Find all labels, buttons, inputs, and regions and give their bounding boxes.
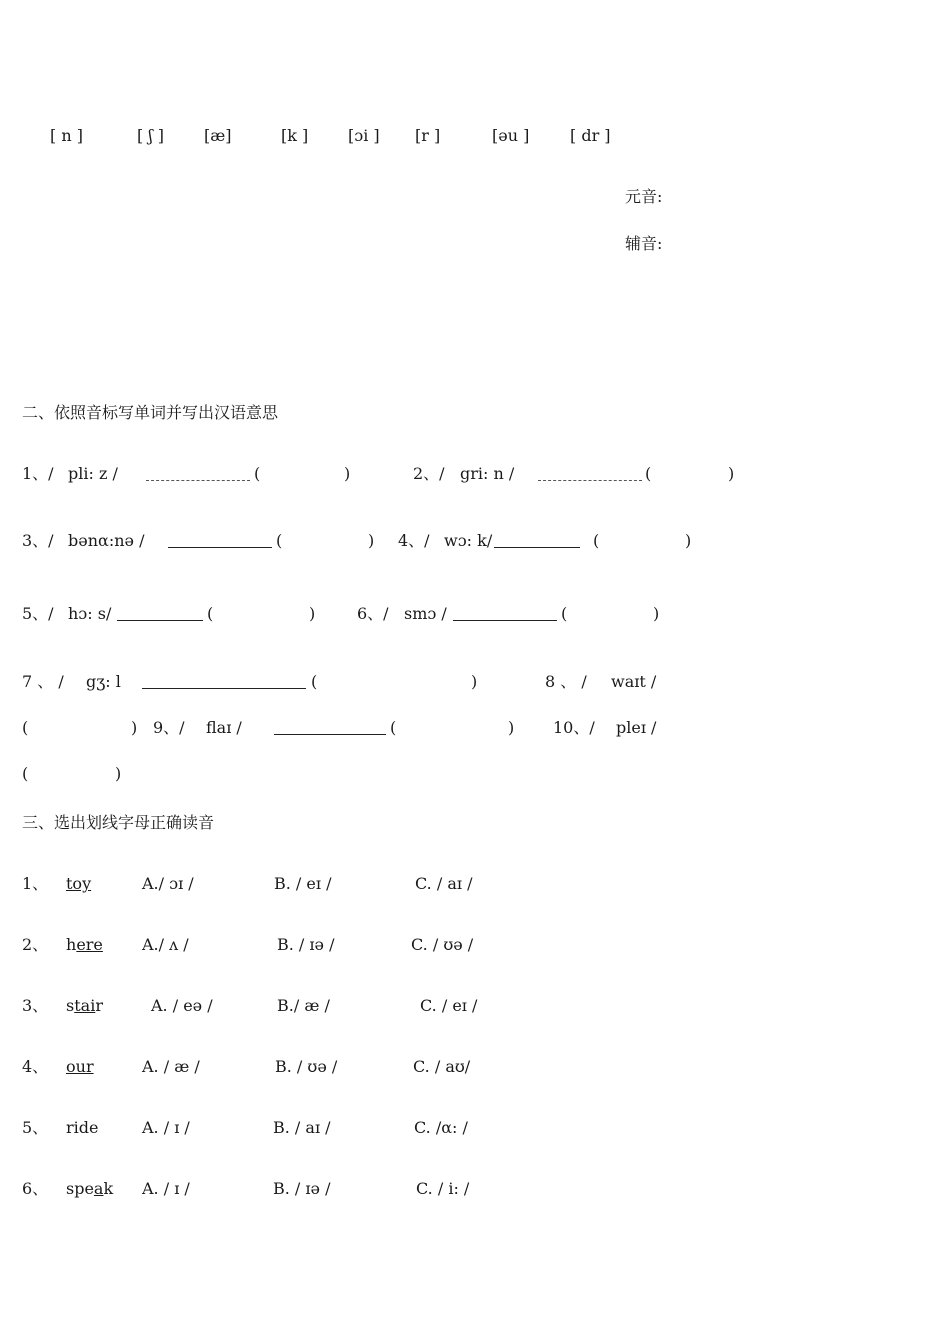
q5-word: ride — [66, 1118, 99, 1137]
item-1-num: 1、/ — [22, 464, 54, 483]
symbol-oi: [ɔi ] — [348, 126, 380, 145]
item-2-answer-line[interactable] — [538, 466, 642, 481]
q6-option-a[interactable]: A. / ɪ / — [142, 1179, 190, 1198]
item-6-paren-close: ) — [653, 604, 660, 623]
item-9-answer-line[interactable] — [274, 720, 386, 735]
q4-word — [66, 1057, 94, 1077]
item-4-paren-close: ) — [685, 531, 692, 550]
q1-option-a[interactable]: A./ ɔɪ / — [142, 874, 194, 893]
item-9-num: 9、/ — [153, 718, 185, 737]
q6-word: speak — [66, 1179, 114, 1198]
item-4-answer-line[interactable] — [494, 533, 580, 548]
item-9-ipa: flaɪ / — [206, 718, 242, 737]
q4-option-a[interactable]: A. / æ / — [142, 1057, 200, 1076]
q4-underlined: our — [66, 1057, 94, 1076]
section2-title: 二、依照音标写单词并写出汉语意思 — [22, 403, 279, 422]
item-2-paren-open: ( — [645, 464, 652, 483]
q2-option-c[interactable]: C. / ʊə / — [411, 935, 474, 954]
q4-option-b[interactable]: B. / ʊə / — [275, 1057, 338, 1076]
symbol-r: [r ] — [415, 126, 441, 145]
item-7-answer-line[interactable] — [142, 674, 306, 689]
item-8-paren-open: ( — [22, 718, 29, 737]
q3-option-c[interactable]: C. / eɪ / — [420, 996, 478, 1015]
item-6-answer-line[interactable] — [453, 606, 557, 621]
item-5-answer-line[interactable] — [117, 606, 203, 621]
item-2-paren-close: ) — [728, 464, 735, 483]
q6-underlined: a — [93, 1179, 104, 1198]
q3-underlined: tai — [74, 996, 96, 1015]
q6-num: 6、 — [22, 1179, 49, 1198]
q1-word — [66, 874, 91, 894]
item-2-ipa: gri: n / — [460, 464, 515, 483]
item-8-num: 8 、 / — [545, 672, 587, 691]
q2-word: here — [66, 935, 103, 954]
q3-word: stair — [66, 996, 103, 1015]
item-6-num: 6、/ — [357, 604, 389, 623]
item-9-paren-close: ) — [508, 718, 515, 737]
item-5-paren-close: ) — [309, 604, 316, 623]
item-5-num: 5、/ — [22, 604, 54, 623]
q2-option-b[interactable]: B. / ɪə / — [277, 935, 335, 954]
q4-num: 4、 — [22, 1057, 49, 1076]
item-10-paren-close: ) — [115, 764, 122, 783]
item-3-ipa: bənα:nə / — [68, 531, 145, 550]
item-6-paren-open: ( — [561, 604, 568, 623]
item-6-ipa: smɔ / — [404, 604, 447, 623]
item-1-answer-line[interactable] — [146, 466, 250, 481]
item-8-ipa: waɪt / — [611, 672, 657, 691]
item-7-paren-close: ) — [471, 672, 478, 691]
item-3-answer-line[interactable] — [168, 533, 272, 548]
section3-title: 三、选出划线字母正确读音 — [22, 813, 215, 832]
symbol-k: [k ] — [281, 126, 309, 145]
item-4-num: 4、/ — [398, 531, 430, 550]
q1-num: 1、 — [22, 874, 49, 893]
item-4-paren-open: ( — [593, 531, 600, 550]
item-2-num: 2、/ — [413, 464, 445, 483]
item-8-paren-close: ) — [131, 718, 138, 737]
item-5-ipa: hɔ: s/ — [68, 604, 112, 623]
q5-option-b[interactable]: B. / aɪ / — [273, 1118, 331, 1137]
item-10-paren-open: ( — [22, 764, 29, 783]
q5-option-c[interactable]: C. /α: / — [414, 1118, 468, 1137]
item-10-num: 10、/ — [553, 718, 595, 737]
q2-option-a[interactable]: A./ ʌ / — [142, 935, 189, 954]
q1-option-b[interactable]: B. / eɪ / — [274, 874, 332, 893]
q3-option-b[interactable]: B./ æ / — [277, 996, 330, 1015]
q1-underlined: toy — [66, 874, 92, 893]
symbol-ae: [æ] — [204, 126, 232, 145]
item-7-paren-open: ( — [311, 672, 318, 691]
consonant-label: 辅音: — [625, 234, 663, 253]
q5-num: 5、 — [22, 1118, 49, 1137]
q3-option-a[interactable]: A. / eə / — [151, 996, 213, 1015]
item-1-ipa: pli: z / — [68, 464, 118, 483]
item-3-paren-open: ( — [276, 531, 283, 550]
q6-option-c[interactable]: C. / i: / — [416, 1179, 470, 1198]
q2-num: 2、 — [22, 935, 49, 954]
item-5-paren-open: ( — [207, 604, 214, 623]
item-4-ipa: wɔ: k/ — [444, 531, 493, 550]
item-1-paren-open: ( — [254, 464, 261, 483]
q1-option-c[interactable]: C. / aɪ / — [415, 874, 473, 893]
item-7-num: 7 、 / — [22, 672, 64, 691]
item-3-paren-close: ) — [368, 531, 375, 550]
item-9-paren-open: ( — [390, 718, 397, 737]
symbol-eu: [əu ] — [492, 126, 530, 145]
symbol-dr: [ dr ] — [570, 126, 611, 145]
symbol-sh: [ ʃ ] — [137, 126, 164, 145]
symbol-n: [ n ] — [50, 126, 83, 145]
vowel-label: 元音: — [625, 187, 663, 206]
item-1-paren-close: ) — [344, 464, 351, 483]
item-3-num: 3、/ — [22, 531, 54, 550]
q2-underlined: ere — [76, 935, 103, 954]
q4-option-c[interactable]: C. / aʊ/ — [413, 1057, 471, 1076]
q3-num: 3、 — [22, 996, 49, 1015]
item-10-ipa: pleɪ / — [616, 718, 657, 737]
q6-option-b[interactable]: B. / ɪə / — [273, 1179, 331, 1198]
q5-option-a[interactable]: A. / ɪ / — [142, 1118, 190, 1137]
item-7-ipa: gʒ: l — [86, 672, 121, 691]
